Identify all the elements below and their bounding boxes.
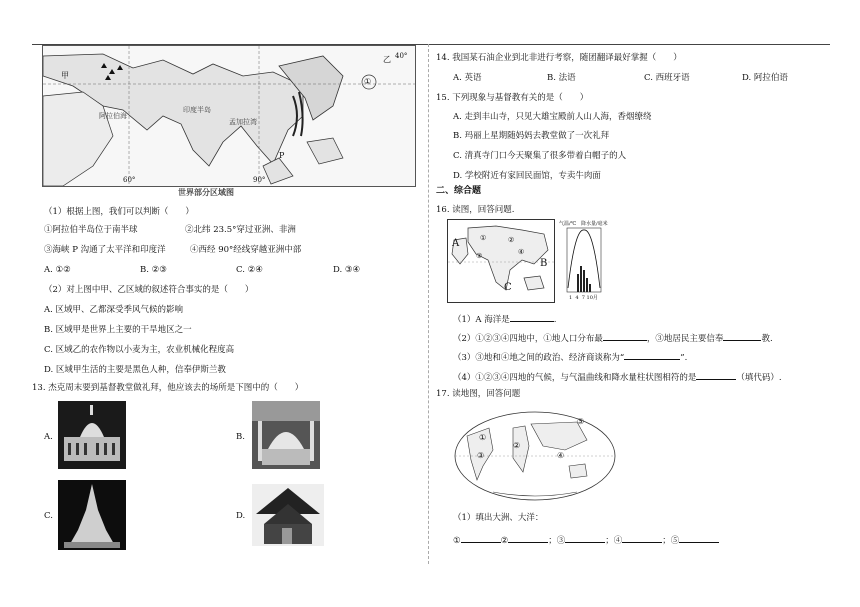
- q12-option-a[interactable]: A. ①②: [44, 265, 71, 275]
- answer-blank[interactable]: [679, 533, 719, 543]
- q16-sub1: （1）A 海洋是 .: [453, 312, 556, 326]
- q14-option-b[interactable]: B. 法语: [547, 73, 576, 83]
- q16-stem: 16. 读图，回答问题.: [436, 205, 515, 215]
- q14-option-d[interactable]: D. 阿拉伯语: [742, 73, 788, 83]
- column-divider: [428, 44, 429, 564]
- q12-option-c[interactable]: C. ②④: [236, 265, 263, 275]
- region-yi-label: 乙: [383, 55, 391, 64]
- temple-photo: [252, 484, 324, 546]
- q13-option-b[interactable]: B.: [236, 432, 245, 442]
- church-photo: [58, 401, 126, 469]
- climate-chart: [555, 218, 613, 302]
- bay-label: 孟加拉湾: [229, 118, 257, 126]
- q15-option-d[interactable]: D. 学校附近有家回民面馆，专卖牛肉面: [453, 171, 601, 181]
- q16-label-a: A: [452, 238, 460, 249]
- q17-point-3: ③: [477, 451, 485, 460]
- answer-blank[interactable]: [603, 331, 647, 341]
- arabian-sea-label: 阿拉伯海: [99, 112, 127, 120]
- q12-statement-3: ③海峡 P 沟通了太平洋和印度洋: [44, 245, 166, 255]
- q12-option-d[interactable]: D. ③④: [333, 265, 361, 275]
- climate-chart-drawing: [555, 218, 613, 302]
- precip-axis-title: 降水量/毫米: [581, 221, 608, 227]
- lat40-label: 40°: [395, 52, 408, 60]
- answer-blank[interactable]: [565, 533, 605, 543]
- marker-1-label: ①: [364, 77, 372, 86]
- q12-statement-4: ④西经 90°经线穿越亚洲中部: [190, 245, 302, 255]
- q13-option-a[interactable]: A.: [44, 432, 53, 442]
- temp-axis-title: 气温/℃: [559, 221, 577, 227]
- lon60-label: 60°: [123, 176, 136, 184]
- world-region-map: [42, 45, 416, 187]
- q17-sub1: （1）填出大洲、大洋：: [453, 513, 544, 523]
- answer-blank[interactable]: [622, 533, 662, 543]
- q17-point-4: ④: [557, 451, 565, 460]
- q17-point-2: ②: [513, 441, 521, 450]
- q16-sub2: （2）①②③④四地中，①地人口分布最 ，③地居民主要信奉 教.: [453, 331, 773, 345]
- answer-blank[interactable]: [461, 533, 501, 543]
- answer-blank[interactable]: [508, 533, 548, 543]
- q17-fill-row: ① ② ；③ ；④ ；⑤: [453, 533, 719, 547]
- q16-point-1: ①: [480, 234, 487, 242]
- q16-sub4: （4）①②③④四地的气候，与气温曲线和降水量柱状图相符的是 （填代码）.: [453, 370, 782, 384]
- q12-sub2-option-a[interactable]: A. 区域甲、乙都深受季风气候的影响: [44, 305, 184, 315]
- section-heading: 二、综合题: [436, 186, 482, 196]
- q15-option-c[interactable]: C. 清真寺门口今天聚集了很多带着白帽子的人: [453, 151, 627, 161]
- q17-world-map: [453, 410, 617, 502]
- q14-stem: 14. 我国某石油企业到北非进行考察，随团翻译最好掌握（ ）: [436, 53, 682, 63]
- pagoda-photo: [58, 480, 126, 550]
- q16-world-map: [447, 219, 555, 303]
- q17-stem: 17. 读地图，回答问题: [436, 389, 521, 399]
- strait-p-label: P: [279, 151, 285, 160]
- q15-option-b[interactable]: B. 玛丽上星期随妈妈去教堂做了一次礼拜: [453, 131, 610, 141]
- answer-blank[interactable]: [624, 350, 680, 360]
- mosque-photo: [252, 401, 320, 469]
- q12-sub2: （2）对上图中甲、乙区域的叙述符合事实的是（ ）: [44, 285, 254, 295]
- q12-option-b[interactable]: B. ②③: [140, 265, 167, 275]
- q16-label-b: B: [540, 258, 548, 269]
- q12-statement-2: ②北纬 23.5°穿过亚洲、非洲: [185, 225, 296, 235]
- region-jia-label: 甲: [61, 71, 69, 80]
- q16-point-3: ③: [476, 252, 483, 260]
- india-peninsula-label: 印度半岛: [183, 106, 211, 114]
- q15-stem: 15. 下列现象与基督教有关的是（ ）: [436, 93, 589, 103]
- q16-point-4: ④: [518, 248, 525, 256]
- q16-point-2: ②: [508, 236, 515, 244]
- map-caption: 世界部分区域图: [178, 188, 234, 197]
- q12-sub2-option-c[interactable]: C. 区域乙的农作物以小麦为主，农业机械化程度高: [44, 345, 235, 355]
- lon90-label: 90°: [253, 176, 266, 184]
- q12-sub1: （1）根据上图，我们可以判断（ ）: [44, 207, 194, 217]
- q14-option-a[interactable]: A. 英语: [453, 73, 482, 83]
- q13-option-c[interactable]: C.: [44, 511, 53, 521]
- q12-sub2-option-d[interactable]: D. 区域甲生活的主要是黑色人种，信奉伊斯兰教: [44, 365, 226, 375]
- answer-blank[interactable]: [696, 370, 736, 380]
- q14-option-c[interactable]: C. 西班牙语: [644, 73, 690, 83]
- q17-point-5: ⑤: [577, 417, 585, 426]
- answer-blank[interactable]: [510, 312, 554, 322]
- answer-blank[interactable]: [723, 331, 761, 341]
- q15-option-a[interactable]: A. 走到丰山寺，只见大雄宝殿前人山人海，香烟缭绕: [453, 112, 652, 122]
- q12-sub2-option-b[interactable]: B. 区域甲是世界上主要的干旱地区之一: [44, 325, 192, 335]
- q12-statement-1: ①阿拉伯半岛位于南半球: [44, 225, 138, 235]
- q16-label-c: C: [504, 282, 512, 293]
- q13-option-d[interactable]: D.: [236, 511, 246, 521]
- q17-point-1: ①: [479, 433, 487, 442]
- month-axis-labels: 1 4 7 10月: [569, 295, 598, 301]
- q13-stem: 13. 杰克周末要到基督教堂做礼拜，他应该去的场所是下图中的（ ）: [32, 383, 304, 393]
- q16-sub3: （3）③地和④地之间的政治、经济商谈称为“ ”.: [453, 350, 687, 364]
